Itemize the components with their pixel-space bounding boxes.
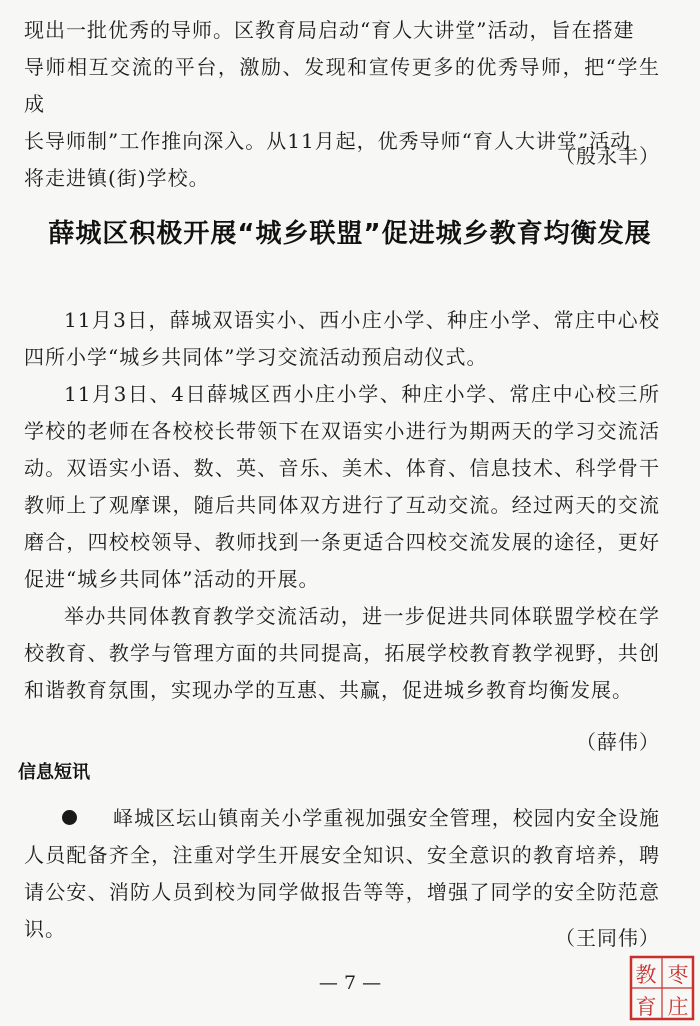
article-paragraph-2: 11月3日、4日薛城区西小庄小学、种庄小学、常庄中心校三所学校的老师在各校校长带领下在双语实小进行为期两天的学习交流活动。双语实小语、数、英、音乐、美术、体育、信息技术、科学骨干教师上了观摩课，随后共同体双方进行了互动交流。经过两天的交流磨合，四校校领导、教师找到一条更适合四校交流发展的途径，更好促进“城乡共同体”活动的开展。 xyxy=(24,382,660,591)
svg-text:教: 教 xyxy=(635,963,657,987)
svg-text:育: 育 xyxy=(635,995,657,1019)
news-brief-byline: （王同伟） xyxy=(555,926,660,950)
article-byline: （薛伟） xyxy=(576,730,660,754)
seal-stamp-icon xyxy=(628,954,696,1022)
text-line: 将走进镇(街)学校。 xyxy=(24,166,210,190)
previous-article-byline: （殷永丰） xyxy=(555,144,660,168)
text-line: 长导师制”工作推向深入。从11月起，优秀导师“育人大讲堂”活动 xyxy=(24,129,632,153)
bullet-icon xyxy=(62,810,77,825)
article-title: 薛城区积极开展“城乡联盟”促进城乡教育均衡发展 xyxy=(48,219,652,249)
svg-text:庄: 庄 xyxy=(667,995,689,1019)
text-line: 现出一批优秀的导师。区教育局启动“育人大讲堂”活动，旨在搭建 xyxy=(24,18,635,42)
page-number: — 7 — xyxy=(318,972,382,994)
svg-text:枣: 枣 xyxy=(667,963,689,987)
article-paragraph-3: 举办共同体教育教学交流活动，进一步促进共同体联盟学校在学校教育、教学与管理方面的共同提高，拓展学校教育教学视野，共创和谐教育氛围，实现办学的互惠、共赢，促进城乡教育均衡发展。 xyxy=(24,604,660,702)
news-brief-heading: 信息短讯 xyxy=(18,762,90,783)
article-paragraph-1: 11月3日，薛城双语实小、西小庄小学、种庄小学、常庄中心校四所小学“城乡共同体”学习交流活动预启动仪式。 xyxy=(24,308,660,369)
text-line: 导师相互交流的平台，激励、发现和宣传更多的优秀导师，把“学生成 xyxy=(24,55,660,116)
news-brief-text: 峄城区坛山镇南关小学重视加强安全管理，校园内安全设施人员配备齐全，注重对学生开展安全知识、安全意识的教育培养，聘请公安、消防人员到校为同学做报告等等，增强了同学的安全防范意识。 xyxy=(24,806,660,941)
article-body xyxy=(24,302,660,709)
